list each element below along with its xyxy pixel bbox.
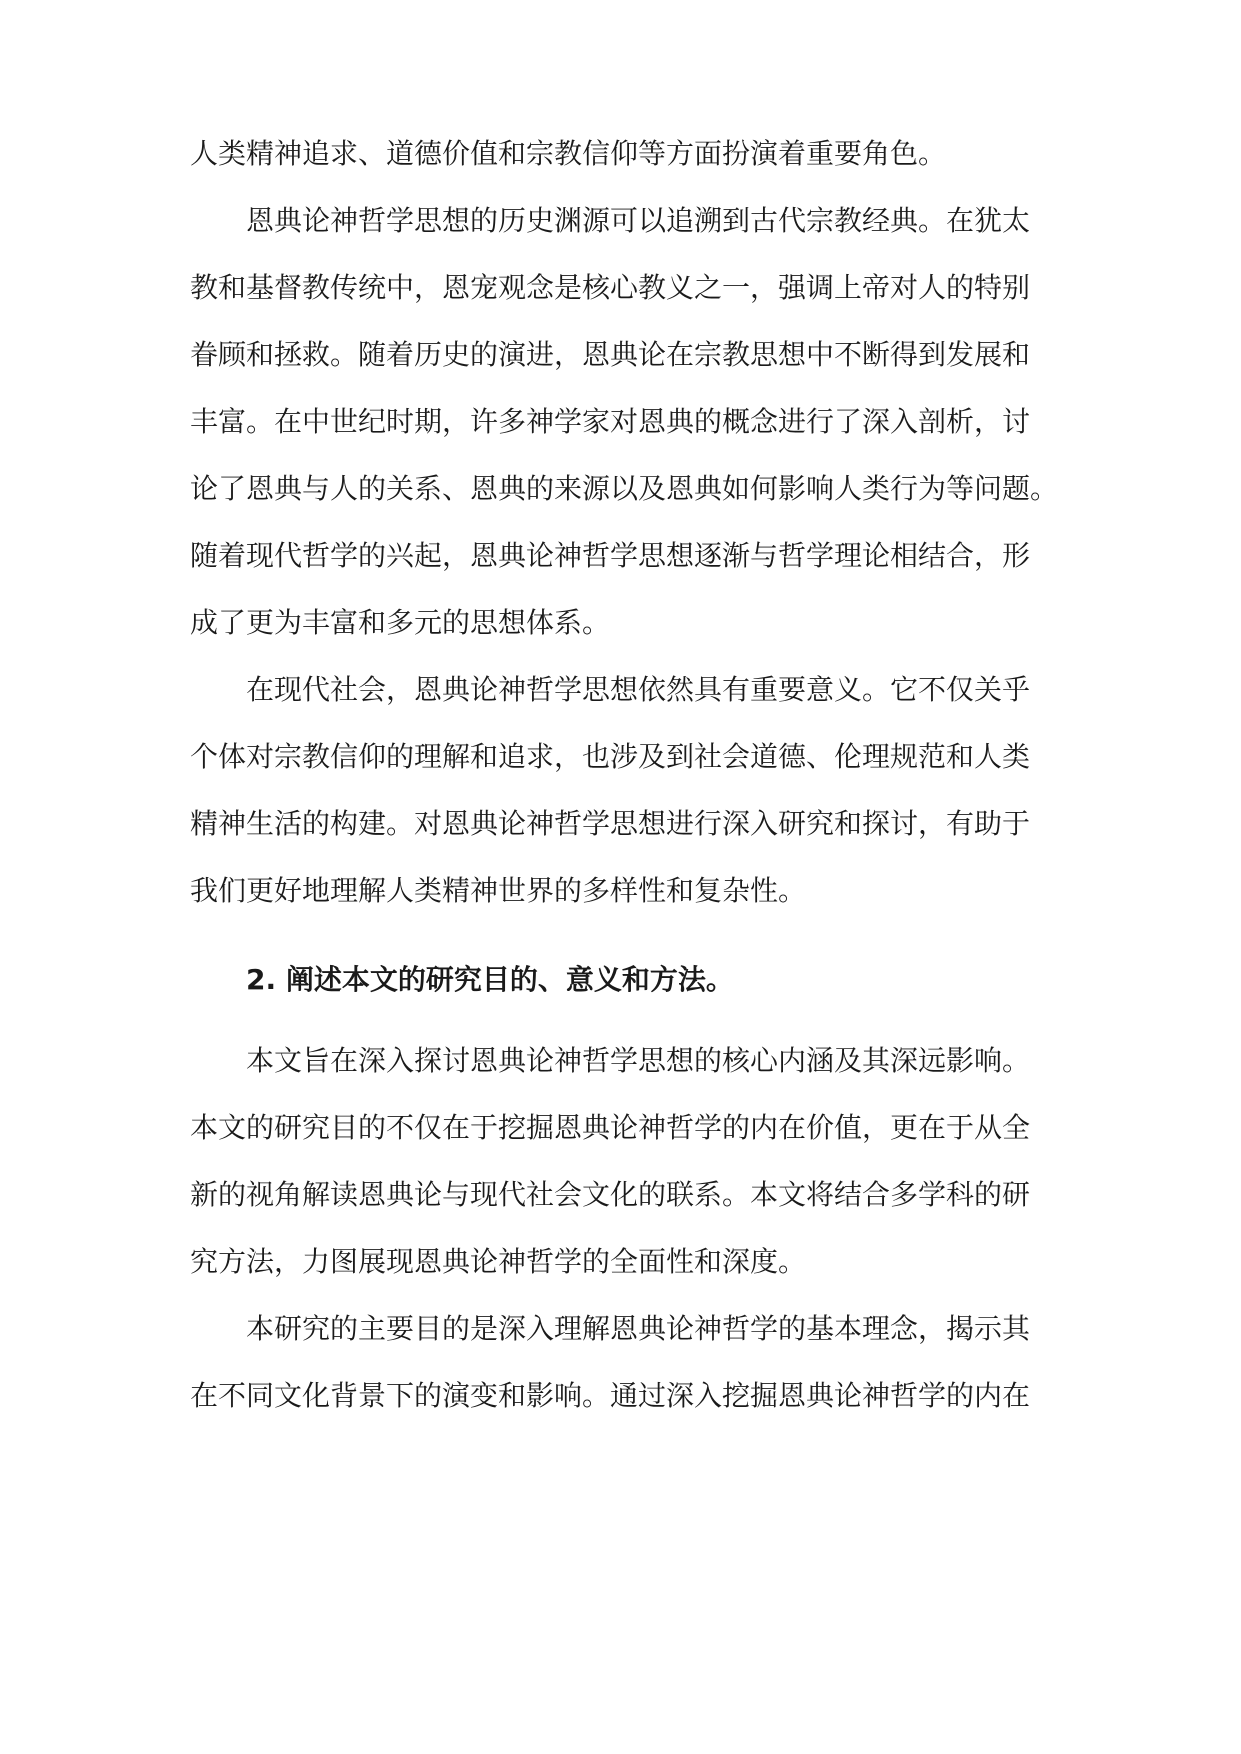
text-line: 本文旨在深入探讨恩典论神哲学思想的核心内涵及其深远影响。 [246,1044,1031,1077]
text-line: 我们更好地理解人类精神世界的多样性和复杂性。 [190,874,807,907]
text-line: 本文的研究目的不仅在于挖掘恩典论神哲学的内在价值，更在于从全 [190,1111,1031,1144]
text-line: 在现代社会，恩典论神哲学思想依然具有重要意义。它不仅关乎 [246,673,1031,706]
text-line: 本研究的主要目的是深入理解恩典论神哲学的基本理念，揭示其 [246,1312,1031,1345]
text-line: 人类精神追求、道德价值和宗教信仰等方面扮演着重要角色。 [190,137,947,170]
text-line: 丰富。在中世纪时期，许多神学家对恩典的概念进行了深入剖析，讨 [190,405,1031,438]
text-line: 眷顾和拯救。随着历史的演进，恩典论在宗教思想中不断得到发展和 [190,338,1031,371]
text-line: 成了更为丰富和多元的思想体系。 [190,606,611,639]
text-line: 随着现代哲学的兴起，恩典论神哲学思想逐渐与哲学理论相结合，形 [190,539,1031,572]
text-line: 恩典论神哲学思想的历史渊源可以追溯到古代宗教经典。在犹太 [246,204,1031,237]
text-line: 究方法，力图展现恩典论神哲学的全面性和深度。 [190,1245,807,1278]
text-line: 教和基督教传统中，恩宠观念是核心教义之一，强调上帝对人的特别 [190,271,1031,304]
text-line: 新的视角解读恩典论与现代社会文化的联系。本文将结合多学科的研 [190,1178,1031,1211]
text-line: 在不同文化背景下的演变和影响。通过深入挖掘恩典论神哲学的内在 [190,1379,1031,1412]
section-heading: 2. 阐述本文的研究目的、意义和方法。 [246,963,734,996]
text-line: 精神生活的构建。对恩典论神哲学思想进行深入研究和探讨，有助于 [190,807,1031,840]
text-line: 个体对宗教信仰的理解和追求，也涉及到社会道德、伦理规范和人类 [190,740,1031,773]
text-line: 论了恩典与人的关系、恩典的来源以及恩典如何影响人类行为等问题。 [190,472,1059,505]
